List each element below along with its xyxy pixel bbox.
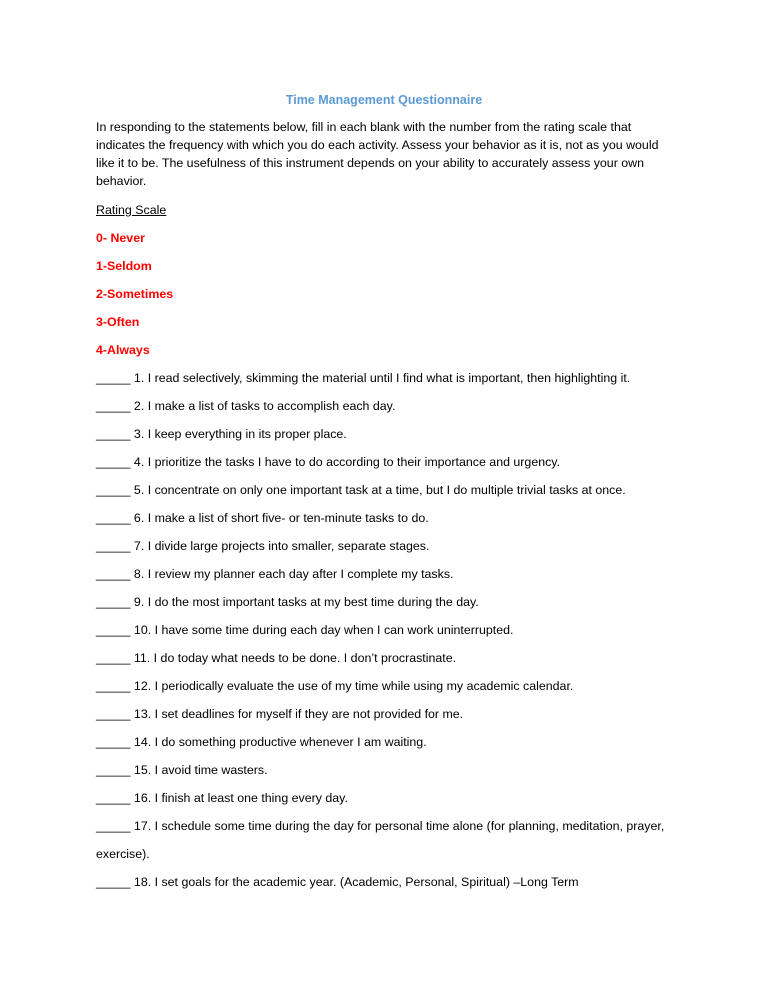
question-item <box>96 616 686 644</box>
question-text: 10. I have some time during each day when I can work uninterrupted. <box>133 623 514 637</box>
question-text: 8. I review my planner each day after I complete my tasks. <box>133 567 454 581</box>
question-text: 4. I prioritize the tasks I have to do according to their importance and urgency. <box>133 455 561 469</box>
answer-blank[interactable]: _____ <box>96 679 131 693</box>
answer-blank[interactable]: _____ <box>96 623 131 637</box>
question-text: 13. I set deadlines for myself if they are not provided for me. <box>133 707 464 721</box>
answer-blank[interactable]: _____ <box>96 371 131 385</box>
rating-scale-heading: Rating Scale <box>96 203 167 217</box>
answer-blank[interactable]: _____ <box>96 707 131 721</box>
question-text: 11. I do today what needs to be done. I don’t procrastinate. <box>133 651 457 665</box>
rating-scale-item: 0- Never <box>96 231 145 245</box>
question-item <box>96 672 686 700</box>
question-text: 6. I make a list of short five- or ten-minute tasks to do. <box>133 511 429 525</box>
question-item <box>96 392 686 420</box>
answer-blank[interactable]: _____ <box>96 567 131 581</box>
rating-scale-item: 3-Often <box>96 315 140 329</box>
question-text: 18. I set goals for the academic year. (Academic, Personal, Spiritual) –Long Term <box>133 875 579 889</box>
question-item <box>96 588 686 616</box>
question-item <box>96 364 686 392</box>
answer-blank[interactable]: _____ <box>96 819 131 833</box>
answer-blank[interactable]: _____ <box>96 595 131 609</box>
rating-scale-item: 1-Seldom <box>96 259 152 273</box>
answer-blank[interactable]: _____ <box>96 399 131 413</box>
question-text: 14. I do something productive whenever I am waiting. <box>133 735 427 749</box>
question-text: 16. I finish at least one thing every day. <box>133 791 348 805</box>
question-item <box>96 532 686 560</box>
question-text: 5. I concentrate on only one important task at a time, but I do multiple trivial tasks at once. <box>133 483 626 497</box>
question-item <box>96 700 686 728</box>
question-item <box>96 756 686 784</box>
answer-blank[interactable]: _____ <box>96 511 131 525</box>
answer-blank[interactable]: _____ <box>96 483 131 497</box>
question-text: 7. I divide large projects into smaller, separate stages. <box>133 539 430 553</box>
question-item <box>96 448 686 476</box>
question-item <box>96 812 686 868</box>
question-text: 2. I make a list of tasks to accomplish each day. <box>133 399 396 413</box>
question-item <box>96 420 686 448</box>
question-item <box>96 560 686 588</box>
question-text: 3. I keep everything in its proper place. <box>133 427 347 441</box>
question-item <box>96 476 686 504</box>
question-item <box>96 784 686 812</box>
answer-blank[interactable]: _____ <box>96 763 131 777</box>
question-item <box>96 728 686 756</box>
rating-scale-list <box>96 224 686 364</box>
question-item <box>96 644 686 672</box>
instructions-paragraph: In responding to the statements below, fill in each blank with the number from the rating scale that indicates the frequency with which you do each activity. Assess your behavior as it is, not as you would like it to be. The usefulness of this instrument depends on your ability to accurately assess your own behavior. <box>96 120 659 188</box>
answer-blank[interactable]: _____ <box>96 875 131 889</box>
rating-scale-item: 2-Sometimes <box>96 287 174 301</box>
question-text: 17. I schedule some time during the day for personal time alone (for planning, meditation, prayer, exercise). <box>96 819 665 861</box>
answer-blank[interactable]: _____ <box>96 651 131 665</box>
answer-blank[interactable]: _____ <box>96 735 131 749</box>
question-text: 12. I periodically evaluate the use of my time while using my academic calendar. <box>133 679 574 693</box>
answer-blank[interactable]: _____ <box>96 539 131 553</box>
question-list <box>96 364 686 896</box>
question-text: 15. I avoid time wasters. <box>133 763 268 777</box>
question-item <box>96 868 686 896</box>
answer-blank[interactable]: _____ <box>96 791 131 805</box>
questionnaire-body <box>96 196 686 896</box>
answer-blank[interactable]: _____ <box>96 455 131 469</box>
answer-blank[interactable]: _____ <box>96 427 131 441</box>
question-text: 9. I do the most important tasks at my best time during the day. <box>133 595 479 609</box>
question-text: 1. I read selectively, skimming the material until I find what is important, then highlighting it. <box>133 371 631 385</box>
rating-scale-item: 4-Always <box>96 343 150 357</box>
document-title: Time Management Questionnaire <box>285 93 483 107</box>
question-item <box>96 504 686 532</box>
